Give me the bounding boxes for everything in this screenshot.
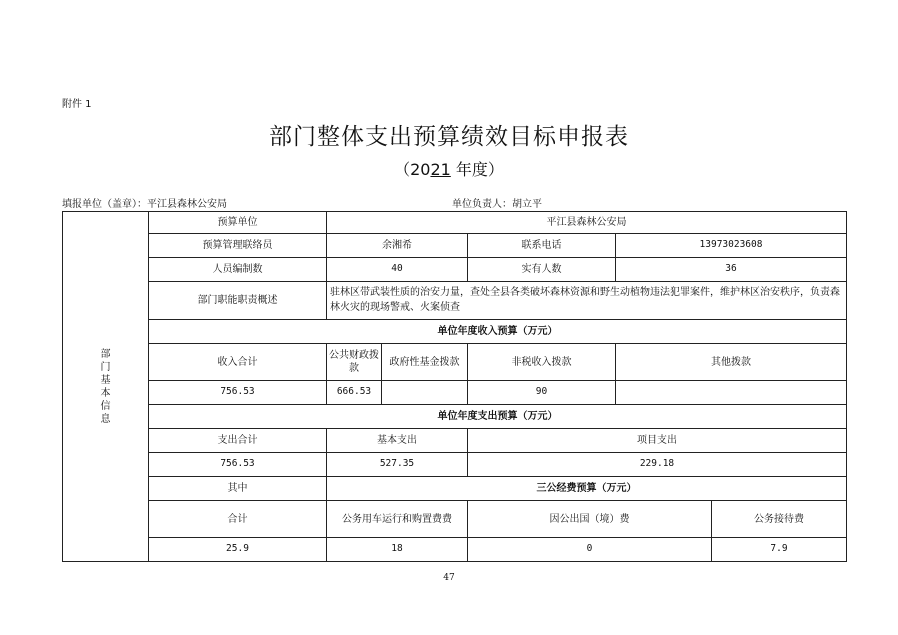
three-public-heading: 三公经费预算（万元） [327, 477, 847, 501]
page-title: 部门整体支出预算绩效目标申报表 [269, 124, 629, 150]
three-public-header: 因公出国（境）费 [468, 501, 712, 538]
three-public-value: 7.9 [712, 538, 847, 562]
expense-header: 项目支出 [468, 429, 847, 453]
expense-value: 527.35 [327, 453, 468, 477]
duty-label: 部门职能职责概述 [149, 282, 327, 320]
income-header: 收入合计 [149, 344, 327, 381]
income-header: 非税收入拨款 [468, 344, 616, 381]
actual-staff-label: 实有人数 [468, 258, 616, 282]
three-public-header: 合计 [149, 501, 327, 538]
three-public-header: 公务用车运行和购置费费 [327, 501, 468, 538]
income-value [382, 381, 468, 405]
income-header: 公共财政拨款 [327, 344, 382, 381]
income-value: 666.53 [327, 381, 382, 405]
fill-unit: 填报单位（盖章）：平江县森林公安局 [62, 199, 227, 210]
income-header: 其他拨款 [616, 344, 847, 381]
income-value: 90 [468, 381, 616, 405]
three-public-value: 0 [468, 538, 712, 562]
actual-staff-value: 36 [616, 258, 847, 282]
three-public-value: 18 [327, 538, 468, 562]
section-label: 部门基本信息 [100, 348, 111, 425]
year-underlined: 21 [430, 160, 451, 179]
budget-form-table [62, 211, 847, 562]
of-which-label: 其中 [149, 477, 327, 501]
attachment-label: 附件 1 [62, 99, 92, 110]
budget-unit-value: 平江县森林公安局 [327, 212, 847, 234]
duty-value: 驻林区带武装性质的治安力量，查处全县各类破坏森林资源和野生动植物违法犯罪案件，维护林区治安秩序，负责森林火灾的现场警戒、火案侦查 [327, 282, 847, 320]
staff-quota-label: 人员编制数 [149, 258, 327, 282]
income-value: 756.53 [149, 381, 327, 405]
expense-value: 756.53 [149, 453, 327, 477]
three-public-header: 公务接待费 [712, 501, 847, 538]
staff-quota-value: 40 [327, 258, 468, 282]
income-heading: 单位年度收入预算（万元） [149, 320, 847, 344]
year-close: 年度） [450, 160, 504, 179]
contact-value: 余湘希 [327, 234, 468, 258]
year-label [0, 157, 898, 180]
income-header: 政府性基金拨款 [382, 344, 468, 381]
expense-heading: 单位年度支出预算（万元） [149, 405, 847, 429]
income-value [616, 381, 847, 405]
contact-label: 预算管理联络员 [149, 234, 327, 258]
page-number: 47 [443, 573, 455, 583]
three-public-value: 25.9 [149, 538, 327, 562]
section-label-cell [63, 212, 149, 562]
phone-value: 13973023608 [616, 234, 847, 258]
expense-header: 基本支出 [327, 429, 468, 453]
year-open: （20 [394, 160, 431, 179]
phone-label: 联系电话 [468, 234, 616, 258]
budget-unit-label: 预算单位 [149, 212, 327, 234]
expense-value: 229.18 [468, 453, 847, 477]
expense-header: 支出合计 [149, 429, 327, 453]
unit-leader: 单位负责人：胡立平 [452, 199, 542, 210]
